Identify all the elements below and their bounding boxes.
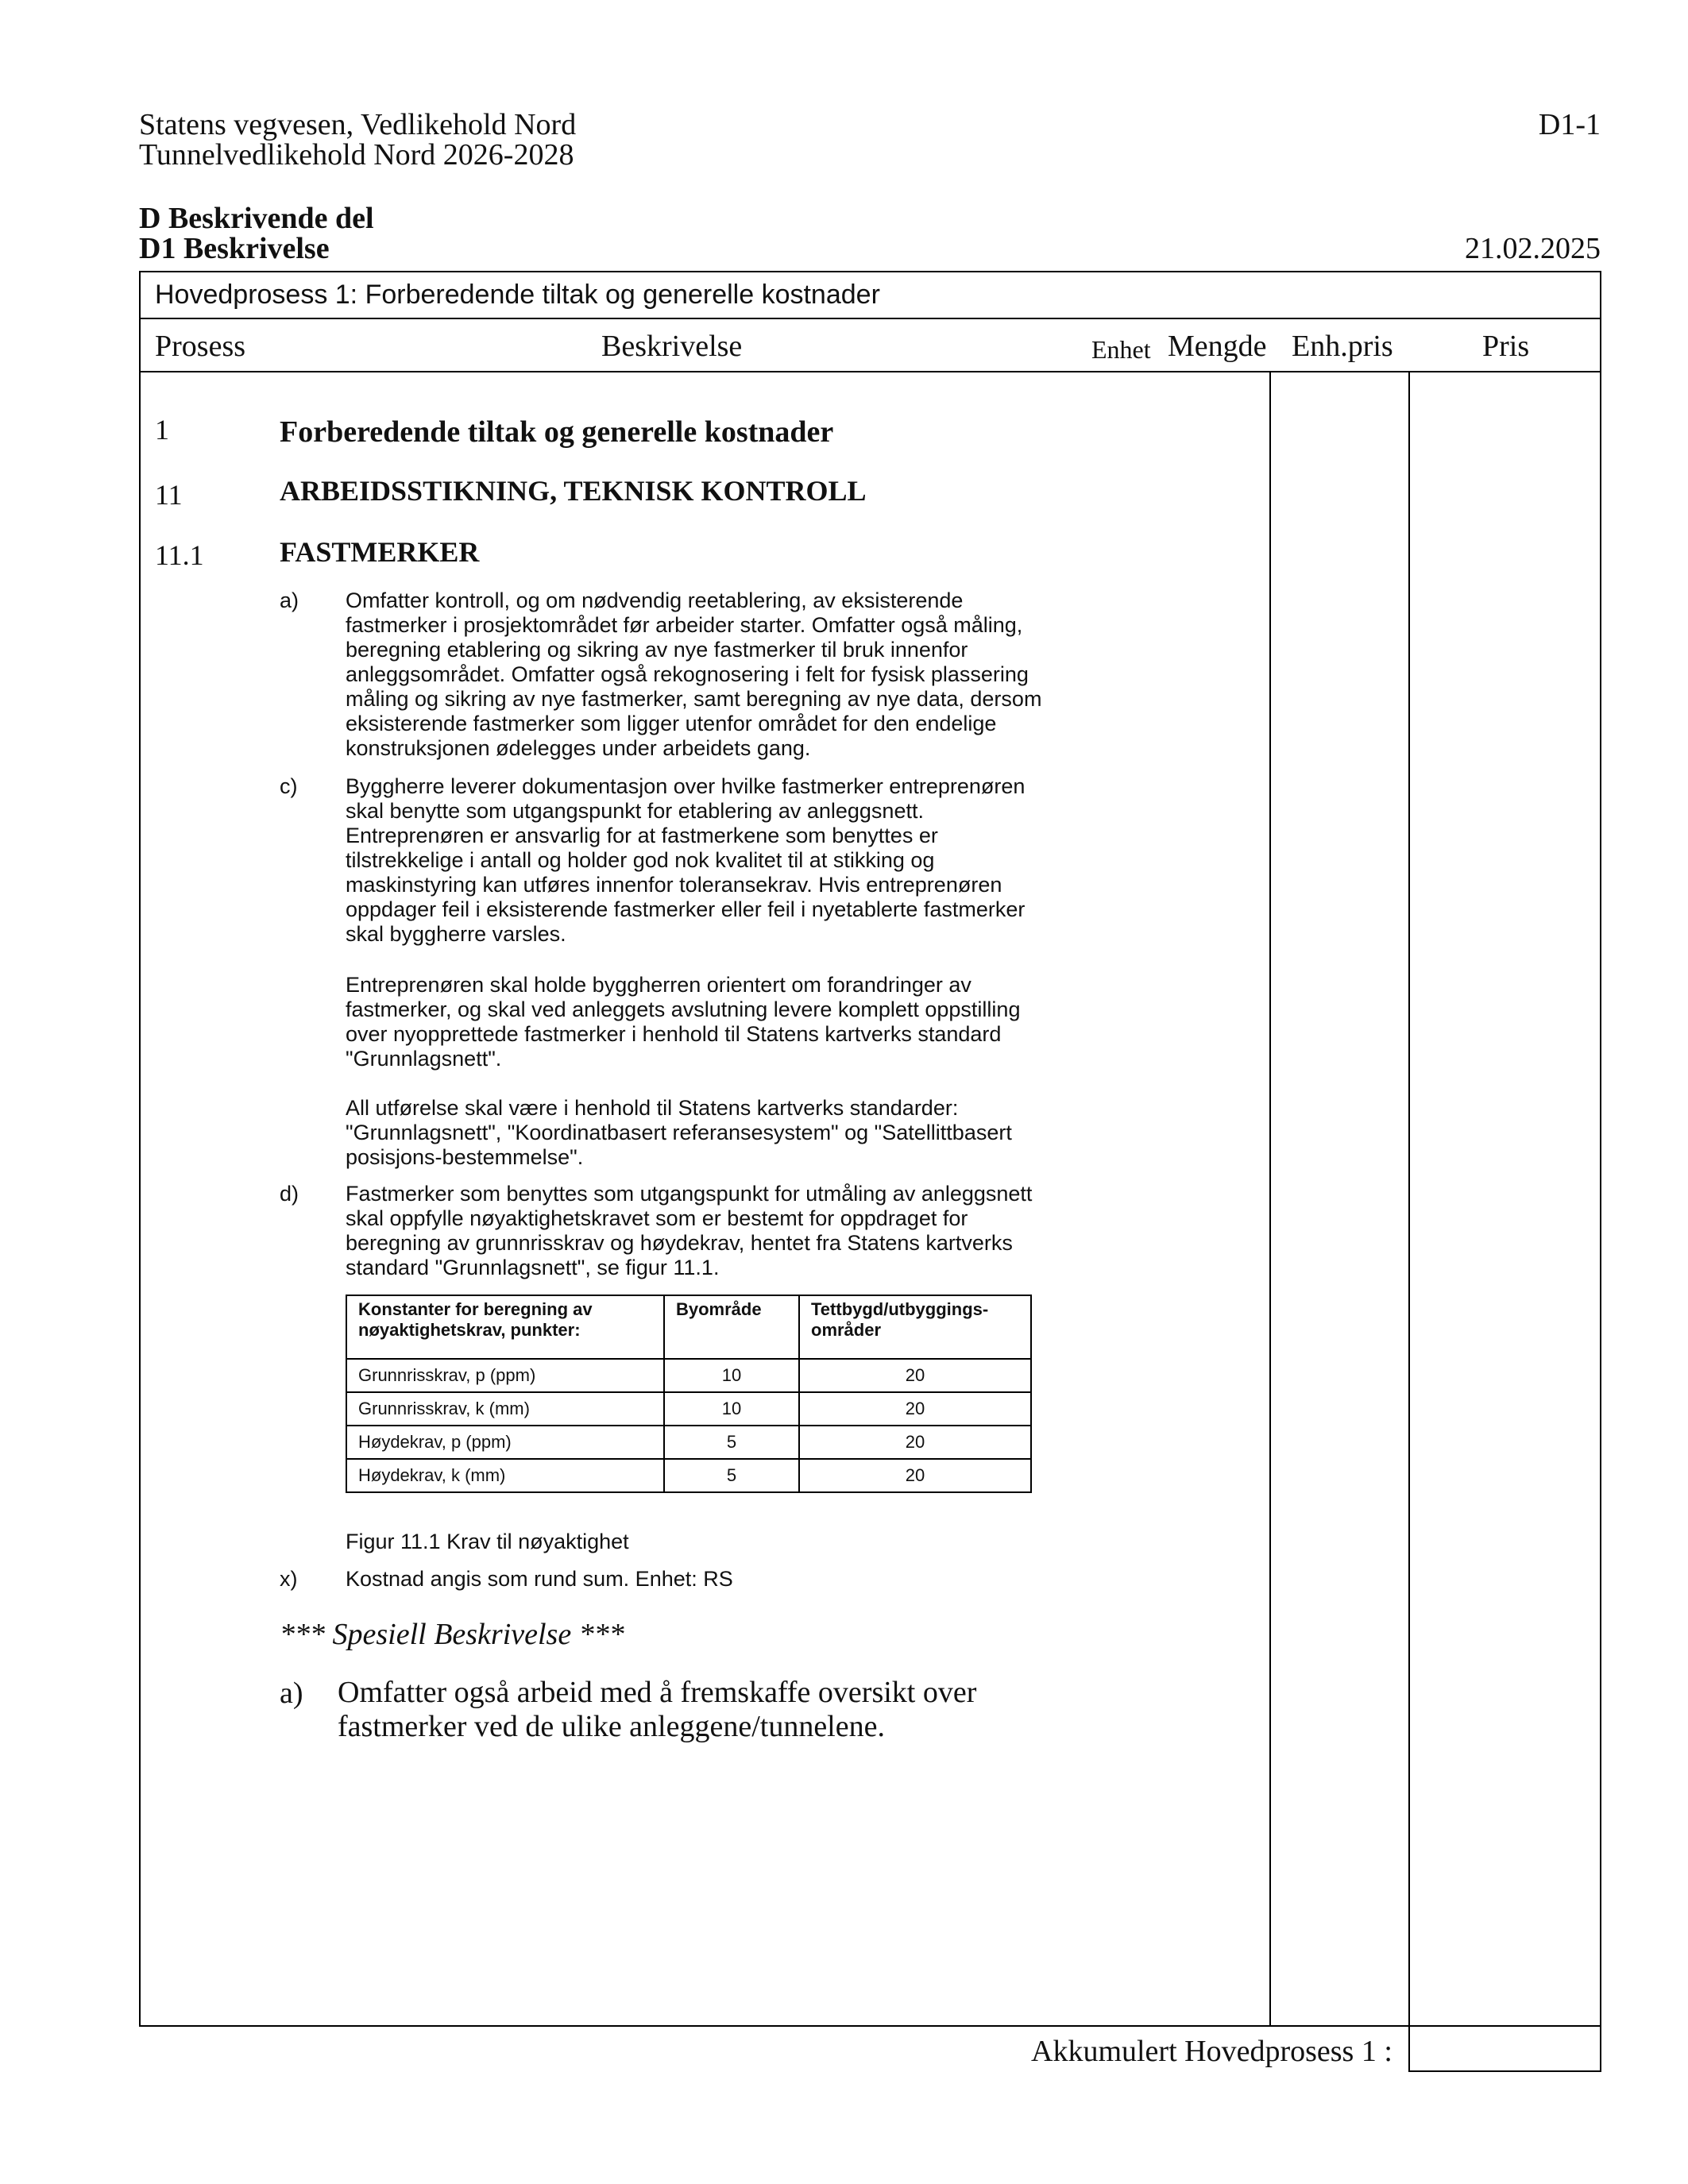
section-title: D Beskrivende del (139, 202, 374, 235)
column-header-enhpris: Enh.pris (1292, 330, 1393, 363)
column-header-prosess: Prosess (155, 330, 246, 363)
accuracy-table-header: Konstanter for beregning av nøyaktighetskrav, punkter: (346, 1295, 664, 1359)
table-row (346, 1426, 1031, 1459)
entry-number: 11.1 (155, 539, 204, 571)
item-label: a) (280, 1677, 303, 1710)
table-row (346, 1392, 1031, 1426)
table-cell: Grunnrisskrav, p (ppm) (346, 1359, 664, 1392)
paragraph-text: All utførelse skal være i henhold til Statens kartverks standarder: "Grunnlagsnett", "Koordinatbasert referansesystem" og "Satellittbasert posisjons-bestemmelse". (346, 1096, 1012, 1169)
divider (139, 318, 1601, 319)
table-cell: Grunnrisskrav, k (mm) (346, 1392, 664, 1426)
special-description-text: Omfatter også arbeid med å fremskaffe oversikt over fastmerker ved de ulike anleggene/tunnelene. (338, 1676, 977, 1743)
table-cell: Høydekrav, p (ppm) (346, 1426, 664, 1459)
item-label: c) (280, 774, 298, 798)
entry-title: FASTMERKER (280, 536, 480, 568)
table-cell: 10 (664, 1392, 799, 1426)
accumulated-box-bottom (1408, 2070, 1601, 2072)
accuracy-table-header: Byområde (664, 1295, 799, 1359)
page-id: D1-1 (1538, 108, 1601, 141)
entry-number: 11 (155, 479, 183, 511)
column-separator (1408, 371, 1410, 2072)
table-cell: Høydekrav, k (mm) (346, 1459, 664, 1492)
paragraph-text: Kostnad angis som rund sum. Enhet: RS (346, 1567, 733, 1591)
item-label: x) (280, 1567, 298, 1591)
divider (139, 371, 1601, 372)
project-name: Tunnelvedlikehold Nord 2026-2028 (139, 138, 574, 172)
figure-caption: Figur 11.1 Krav til nøyaktighet (346, 1530, 629, 1553)
accumulated-label: Akkumulert Hovedprosess 1 : (1031, 2035, 1393, 2068)
accuracy-table (346, 1295, 1032, 1493)
paragraph-text: Fastmerker som benyttes som utgangspunkt for utmåling av anleggsnett skal oppfylle nøyaktighetskravet som er bestemt for oppdraget for beregning av grunnrisskrav og høydekrav, hentet fra Statens kartverks standard "Grunnlagsnett", se figur 11.1. (346, 1182, 1033, 1279)
column-separator (1269, 371, 1271, 2027)
paragraph-text: Byggherre leverer dokumentasjon over hvilke fastmerker entreprenøren skal benytte som utgangspunkt for etablering av anleggsnett. Entreprenøren er ansvarlig for at fastmerkene som benyttes er tilstrekkelige i antall og holder god nok kvalitet til at stikking og maskinstyring kan utføres innenfor toleransekrav. Hvis entreprenøren oppdager feil i eksisterende fastmerker eller feil i nyetablerte fastmerker skal byggherre varsles. (346, 774, 1026, 946)
paragraph-text: Entreprenøren skal holde byggherren orientert om forandringer av fastmerker, og skal ved anleggets avslutning levere komplett oppstilling over nyopprettede fastmerker i henhold til Statens kartverks standard "Grunnlagsnett". (346, 973, 1021, 1071)
column-header-beskrivelse: Beskrivelse (601, 330, 743, 363)
special-description-heading: *** Spesiell Beskrivelse *** (280, 1618, 624, 1651)
table-title: Hovedprosess 1: Forberedende tiltak og generelle kostnader (155, 280, 880, 310)
paragraph-text: Omfatter kontroll, og om nødvendig reetablering, av eksisterende fastmerker i prosjektområdet før arbeider starter. Omfatter også måling, beregning etablering og sikring av nye fastmerker til bruk innenfor anleggsområdet. Omfatter også rekognosering i felt for fysisk plassering måling og sikring av nye fastmerker, samt beregning av nye data, dersom eksisterende fastmerker som ligger utenfor området for den endelige konstruksjonen ødelegges under arbeidets gang. (346, 588, 1042, 760)
column-header-enhet: Enhet (1091, 335, 1151, 364)
table-cell: 5 (664, 1459, 799, 1492)
organization-name: Statens vegvesen, Vedlikehold Nord (139, 108, 577, 141)
accuracy-table-header: Tettbygd/utbyggings- områder (799, 1295, 1031, 1359)
table-cell: 10 (664, 1359, 799, 1392)
entry-number: 1 (155, 414, 169, 446)
document-date: 21.02.2025 (1465, 232, 1601, 265)
item-label: d) (280, 1182, 299, 1206)
entry-title: ARBEIDSSTIKNING, TEKNISK KONTROLL (280, 475, 867, 507)
table-row (346, 1359, 1031, 1392)
entry-title: Forberedende tiltak og generelle kostnader (280, 415, 834, 449)
table-cell: 20 (799, 1426, 1031, 1459)
item-label: a) (280, 588, 299, 612)
table-cell: 20 (799, 1392, 1031, 1426)
subsection-title: D1 Beskrivelse (139, 232, 330, 265)
table-cell: 5 (664, 1426, 799, 1459)
table-cell: 20 (799, 1459, 1031, 1492)
table-cell: 20 (799, 1359, 1031, 1392)
column-separator (1600, 2025, 1601, 2072)
column-header-pris: Pris (1482, 330, 1530, 363)
table-row (346, 1459, 1031, 1492)
column-header-mengde: Mengde (1168, 330, 1267, 363)
